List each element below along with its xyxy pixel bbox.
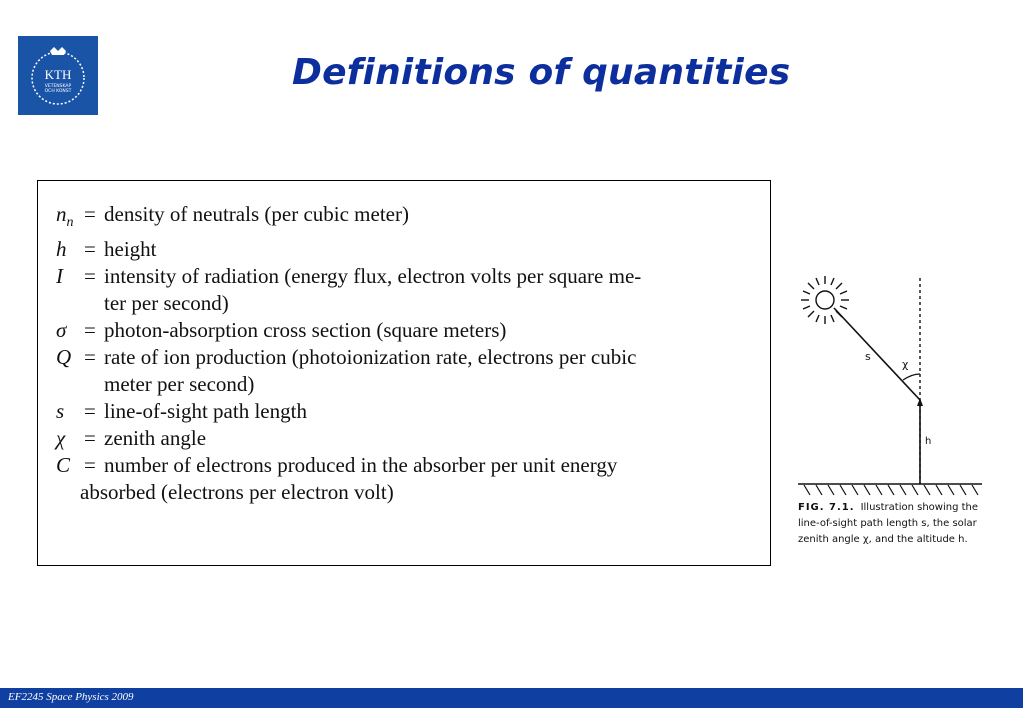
definition-text: photon-absorption cross section (square meters): [104, 318, 507, 343]
kth-logo: [18, 36, 98, 115]
symbol: σ: [56, 318, 67, 343]
definition-continuation: ter per second): [104, 291, 229, 316]
definition-row-i: [56, 263, 752, 290]
symbol: $n_n$: [56, 202, 74, 231]
label-chi: χ: [902, 358, 909, 371]
definition-row-nn: [56, 201, 752, 236]
definition-row-sigma: [56, 317, 752, 344]
symbol: s: [56, 399, 65, 424]
symbol: I: [56, 264, 63, 289]
page-title: Definitions of quantities: [292, 52, 791, 93]
equals: =: [84, 453, 96, 478]
logo-line2: OCH KONST: [44, 88, 72, 94]
equals: =: [84, 264, 96, 289]
symbol: C: [56, 453, 71, 478]
symbol: χ: [56, 426, 66, 451]
ground-hatch: [804, 485, 978, 495]
footer-bar: [0, 688, 1023, 708]
definition-text: number of electrons produced in the absorber per unit energy: [104, 453, 618, 478]
logo-line1: VETENSKAP: [44, 83, 72, 89]
definition-row-c: [56, 452, 752, 479]
definition-text: zenith angle: [104, 426, 207, 451]
equals: =: [84, 399, 96, 424]
footer-text: EF2245 Space Physics 2009: [8, 691, 134, 703]
definition-text: intensity of radiation (energy flux, electron volts per square me-: [104, 264, 642, 289]
definition-continuation: meter per second): [104, 372, 255, 397]
angle-arc: [903, 374, 920, 380]
definition-row-q: [56, 344, 752, 371]
equals: =: [84, 318, 96, 343]
label-h: h: [925, 436, 932, 447]
definition-continuation: absorbed (electrons per electron volt): [80, 480, 394, 505]
definition-row-s: [56, 398, 752, 425]
caption-text: Illustration showing the line-of-sight path length s, the solar zenith angle χ, and the altitude h.: [798, 502, 979, 545]
equals: =: [84, 426, 96, 451]
definition-row-h: [56, 236, 752, 263]
logo-text: KTH: [44, 66, 72, 82]
kth-crest-icon: [23, 41, 93, 111]
definition-text: height: [104, 237, 157, 262]
label-s: s: [865, 350, 871, 363]
definition-row-chi: [56, 425, 752, 452]
line-of-sight-path: [834, 308, 920, 400]
equals: =: [84, 345, 96, 370]
equals: =: [84, 237, 96, 262]
definition-text: rate of ion production (photoionization rate, electrons per cubic: [104, 345, 637, 370]
caption-figure-number: FIG. 7.1.: [798, 502, 855, 513]
definition-text: line-of-sight path length: [104, 399, 307, 424]
equals: =: [84, 202, 96, 226]
definitions-box: [37, 180, 771, 566]
figure-caption: [798, 500, 998, 548]
definition-text: density of neutrals (per cubic meter): [104, 202, 409, 226]
symbol: h: [56, 237, 67, 262]
arrow-up-icon: [917, 398, 923, 406]
symbol: Q: [56, 345, 72, 370]
